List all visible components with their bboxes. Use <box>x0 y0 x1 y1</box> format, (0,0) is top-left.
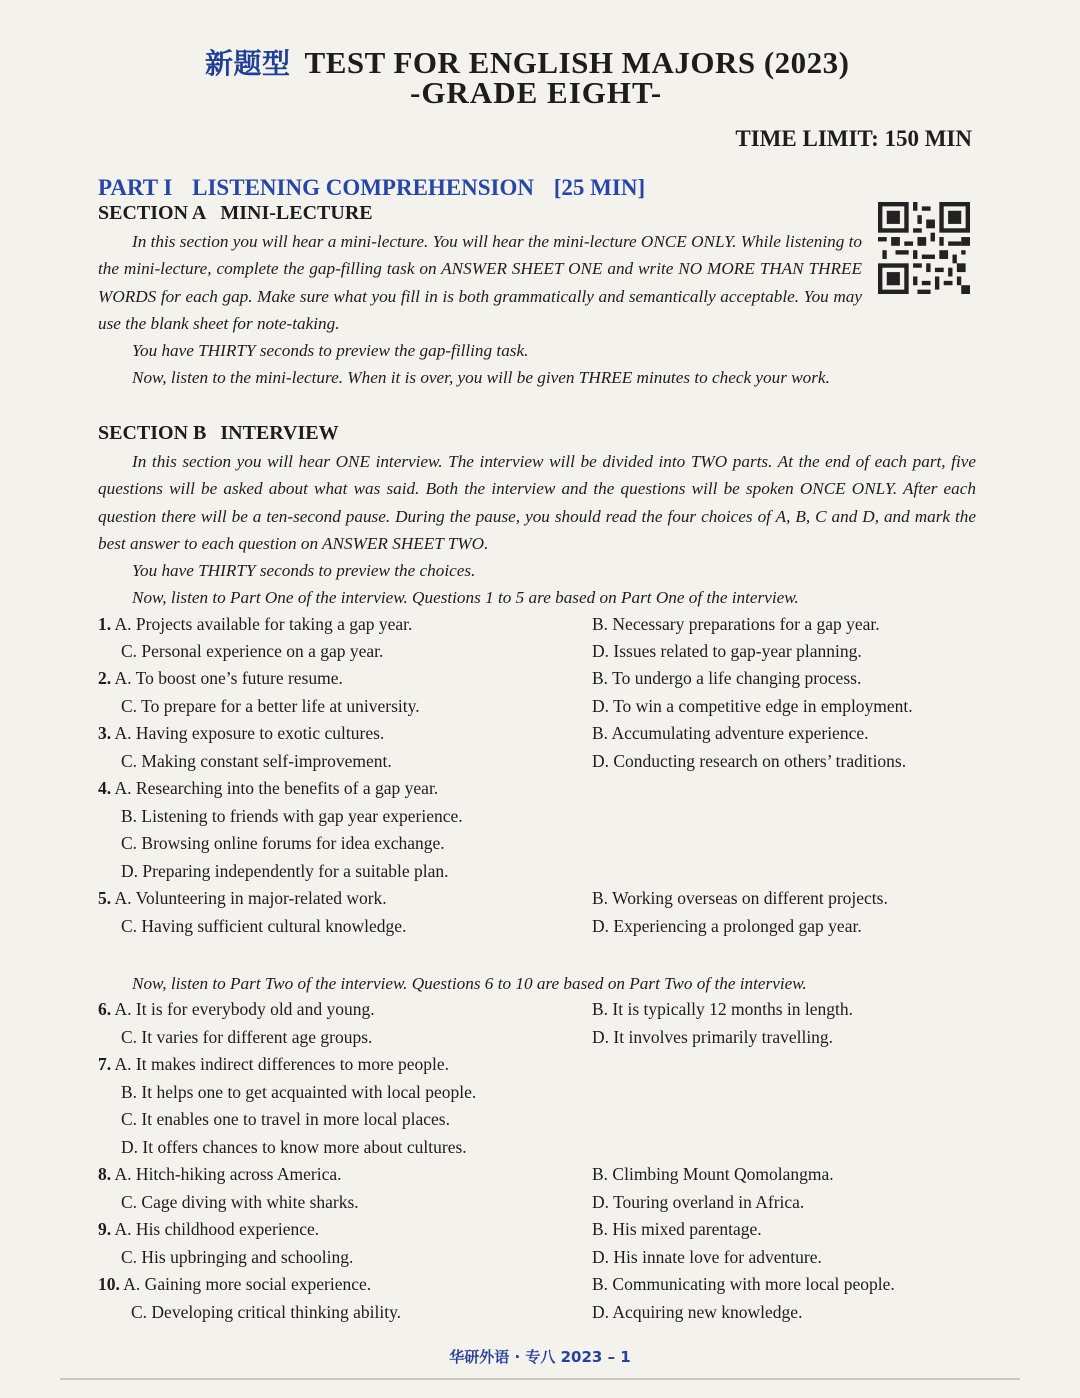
part-label: PART I <box>98 175 173 200</box>
option-a: A. To boost one’s future resume. <box>114 668 343 688</box>
option-b: B. Working overseas on different projects. <box>592 888 888 908</box>
option-a: A. Hitch-hiking across America. <box>114 1164 342 1184</box>
option-d: D. Issues related to gap-year planning. <box>592 641 862 661</box>
option-c: C. Personal experience on a gap year. <box>121 641 384 661</box>
section-a-label: SECTION A <box>98 202 207 224</box>
option-c: C. Browsing online forums for idea exchange. <box>121 833 445 853</box>
option-d: D. To win a competitive edge in employment. <box>592 696 913 716</box>
section-b-title <box>98 422 353 445</box>
instruction-paragraph: You have THIRTY seconds to preview the choices. <box>132 561 476 581</box>
question-5 <box>98 888 387 909</box>
section-a-title <box>98 202 387 225</box>
option-c: C. Making constant self-improvement. <box>121 751 392 771</box>
question-number: 4. <box>98 778 112 798</box>
option-c: C. It enables one to travel in more local places. <box>121 1109 450 1129</box>
exam-grade: -GRADE EIGHT- <box>410 75 663 110</box>
option-d: D. Preparing independently for a suitable plan. <box>121 861 449 881</box>
instruction-paragraph: In this section you will hear ONE interview. The interview will be divided into TWO parts. At the end of each part, five questions will be asked about what was said. Both the interview and the questions will be spoken ONCE ONLY. After each question there will be a ten-second pause. During the pause, you should read the four choices of A, B, C and D, and mark the best answer to each question on ANSWER SHEET TWO. <box>98 452 976 553</box>
question-9 <box>98 1219 319 1240</box>
instruction-paragraph: Now, listen to Part One of the interview. Questions 1 to 5 are based on Part One of the interview. <box>132 588 799 608</box>
option-c: C. It varies for different age groups. <box>121 1027 373 1047</box>
section-a-name: MINI-LECTURE <box>220 202 373 224</box>
instruction-paragraph: Now, listen to Part Two of the interview. Questions 6 to 10 are based on Part Two of the interview. <box>132 974 807 993</box>
option-a: A. Gaining more social experience. <box>123 1274 372 1294</box>
option-a: A. It is for everybody old and young. <box>114 999 375 1019</box>
question-3 <box>98 723 384 744</box>
question-number: 2. <box>98 668 112 688</box>
option-b: B. Listening to friends with gap year experience. <box>121 806 463 826</box>
question-number: 9. <box>98 1219 112 1239</box>
option-c: C. To prepare for a better life at university. <box>121 696 420 716</box>
question-2 <box>98 668 343 689</box>
option-d: D. Acquiring new knowledge. <box>592 1302 803 1322</box>
part-two-intro <box>98 970 976 997</box>
exam-title-text: TEST FOR ENGLISH MAJORS (2023) <box>304 45 850 80</box>
question-10 <box>98 1274 371 1295</box>
section-b-name: INTERVIEW <box>220 422 339 444</box>
option-a: A. Projects available for taking a gap year. <box>114 614 413 634</box>
question-1 <box>98 614 412 635</box>
question-number: 3. <box>98 723 112 743</box>
part-time: [25 MIN] <box>553 175 646 200</box>
option-d: D. Conducting research on others’ traditions. <box>592 751 907 771</box>
question-7 <box>98 1054 449 1075</box>
option-b: B. Communicating with more local people. <box>592 1274 895 1294</box>
option-b: B. To undergo a life changing process. <box>592 668 862 688</box>
qr-code-icon <box>878 202 970 294</box>
instruction-paragraph: In this section you will hear a mini-lecture. You will hear the mini-lecture ONCE ONLY. While listening to the mini-lecture, complete the gap-filling task on ANSWER SHEET ONE and write NO MORE THAN THREE WORDS for each gap. Make sure what you fill in is both grammatically and semantically acceptable. You may use the blank sheet for note-taking. <box>98 232 862 333</box>
part-name: LISTENING COMPREHENSION <box>192 175 535 200</box>
option-d: D. It offers chances to know more about cultures. <box>121 1137 467 1157</box>
question-4 <box>98 778 438 799</box>
option-a: A. His childhood experience. <box>114 1219 320 1239</box>
time-limit: TIME LIMIT: 150 MIN <box>735 126 972 151</box>
question-number: 10. <box>98 1274 120 1294</box>
option-a: A. Having exposure to exotic cultures. <box>114 723 385 743</box>
option-d: D. Experiencing a prolonged gap year. <box>592 916 862 936</box>
section-a-instructions <box>98 228 862 392</box>
question-number: 8. <box>98 1164 112 1184</box>
option-b: B. Accumulating adventure experience. <box>592 723 869 743</box>
question-number: 7. <box>98 1054 112 1074</box>
question-number: 5. <box>98 888 112 908</box>
option-a: A. It makes indirect differences to more people. <box>114 1054 450 1074</box>
new-format-tag: 新题型 <box>205 47 291 80</box>
section-b-instructions <box>98 448 976 612</box>
instruction-paragraph: You have THIRTY seconds to preview the gap-filling task. <box>132 341 529 361</box>
option-d: D. Touring overland in Africa. <box>592 1192 805 1212</box>
option-b: B. It helps one to get acquainted with local people. <box>121 1082 477 1102</box>
option-b: B. His mixed parentage. <box>592 1219 762 1239</box>
option-b: B. Climbing Mount Qomolangma. <box>592 1164 834 1184</box>
option-c: C. Cage diving with white sharks. <box>121 1192 359 1212</box>
bottom-divider <box>60 1378 1020 1380</box>
option-c: C. Developing critical thinking ability. <box>131 1302 402 1322</box>
page-footer: 华研外语 · 专八 2023 – 1 <box>449 1348 631 1366</box>
section-b-label: SECTION B <box>98 422 207 444</box>
question-8 <box>98 1164 342 1185</box>
option-b: B. It is typically 12 months in length. <box>592 999 854 1019</box>
option-b: B. Necessary preparations for a gap year. <box>592 614 880 634</box>
option-c: C. His upbringing and schooling. <box>121 1247 354 1267</box>
part-title <box>98 175 659 201</box>
question-number: 1. <box>98 614 112 634</box>
option-a: A. Researching into the benefits of a gap year. <box>114 778 439 798</box>
question-6 <box>98 999 375 1020</box>
instruction-paragraph: Now, listen to the mini-lecture. When it is over, you will be given THREE minutes to check your work. <box>132 368 830 388</box>
option-d: D. His innate love for adventure. <box>592 1247 822 1267</box>
option-d: D. It involves primarily travelling. <box>592 1027 834 1047</box>
option-c: C. Having sufficient cultural knowledge. <box>121 916 407 936</box>
question-number: 6. <box>98 999 112 1019</box>
option-a: A. Volunteering in major-related work. <box>114 888 387 908</box>
